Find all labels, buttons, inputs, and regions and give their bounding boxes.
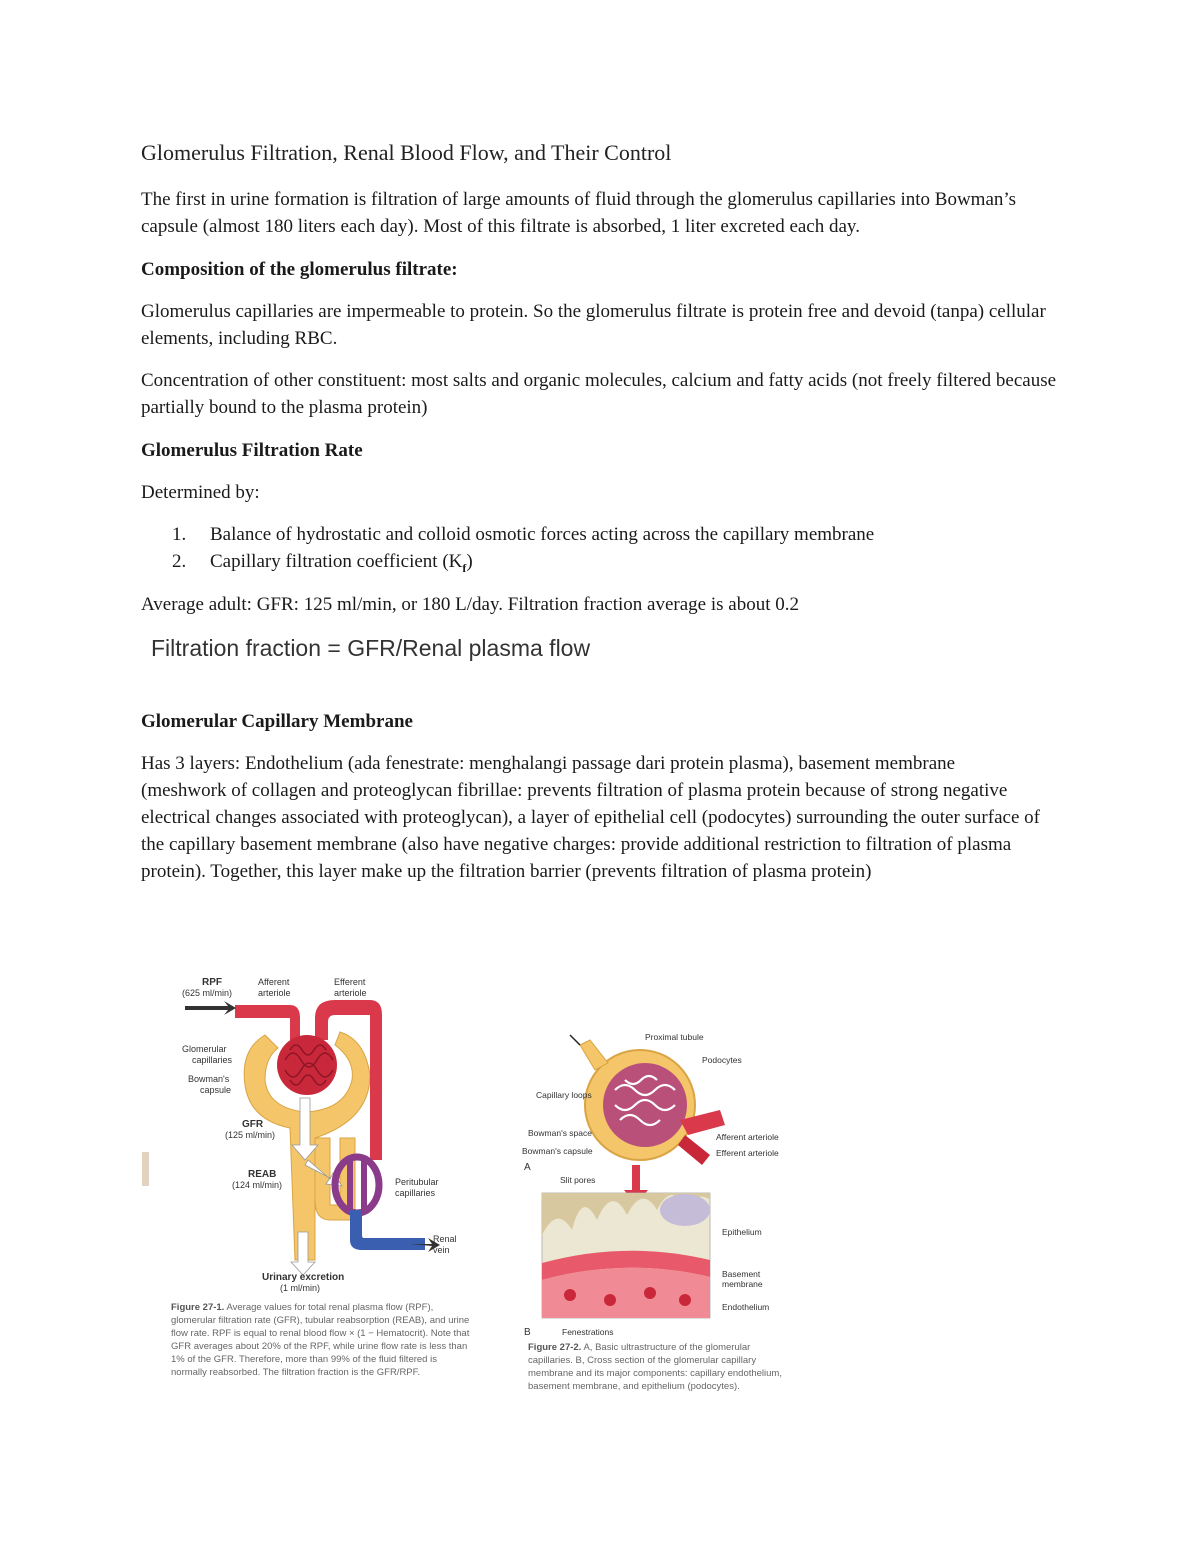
- proximal-arrow: [570, 1035, 580, 1045]
- label-renal-1: Renal: [433, 1234, 457, 1244]
- label-efferent-2: arteriole: [334, 988, 367, 998]
- list-text-tail: ): [466, 551, 473, 572]
- label-gfr: GFR: [242, 1119, 264, 1130]
- label-rpf-value: (625 ml/min): [182, 988, 233, 998]
- label-basement-2: membrane: [722, 1279, 763, 1289]
- label-endothelium: Endothelium: [722, 1302, 770, 1312]
- intro-paragraph: [141, 186, 1061, 240]
- label-urinary: Urinary excretion: [262, 1272, 345, 1283]
- composition-paragraph-1: Glomerulus capillaries are impermeable to protein. So the glomerulus filtrate is protein free and devoid (tanpa) cellular elements, including RBC.: [141, 301, 1046, 349]
- figure-glomerular-ultrastructure: [520, 1025, 795, 1340]
- label-reab-value: (124 ml/min): [232, 1180, 283, 1190]
- decorative-bar: [142, 1152, 149, 1186]
- peritubular-loops: [350, 1160, 364, 1210]
- rbc-3: [644, 1287, 656, 1299]
- label-peritubular-1: Peritubular: [395, 1177, 439, 1187]
- filtration-fraction-formula: Filtration fraction = GFR/Renal plasma flow: [151, 635, 591, 661]
- figure2-caption-text: A, Basic ultrastructure of the glomerular capillaries. B, Cross section of the glomerular capillary membrane and its major components: capillary endothelium, basement membrane, and epithelium (podocytes).: [528, 1342, 782, 1392]
- label-a: A: [524, 1162, 531, 1173]
- figure1-caption-text: Average values for total renal plasma flow (RPF), glomerular filtration rate (GFR), tubular reabsorption (REAB), and urine flow rate. RPF is equal to renal blood flow × (1 − Hematocrit). Note that GFR averages about 20% of the RPF, while urine flow rate is less than 1% of the GFR. Therefore, more than 99% of the fluid filtered is normally reabsorbed. The filtration fraction is the GFR/RPF.: [171, 1302, 470, 1378]
- intro-text: The first in urine formation is filtration of large amounts of fluid through the glomerulus capillaries into Bowman’s capsule (almost 180 liters each day). Most of this filtrate is absorbed, 1 liter excreted each day.: [141, 189, 1017, 237]
- label-peritubular-2: capillaries: [395, 1188, 436, 1198]
- list-subscript: f: [462, 560, 467, 575]
- list-number: 1.: [172, 524, 187, 545]
- label-glomerular-1: Glomerular: [182, 1044, 227, 1054]
- rbc-4: [679, 1294, 691, 1306]
- proximal-tubule-shape: [580, 1040, 608, 1070]
- figure1-caption: [171, 1301, 471, 1379]
- label-fenestrations: Fenestrations: [562, 1327, 614, 1337]
- efferent-arteriole-shape-2: [678, 1135, 710, 1165]
- figure2-caption-label: Figure 27-2.: [528, 1342, 582, 1353]
- label-urinary-value: (1 ml/min): [280, 1283, 320, 1293]
- label-b: B: [524, 1327, 531, 1338]
- composition-heading: Composition of the glomerulus filtrate:: [141, 259, 458, 280]
- gfr-list-item-1: [172, 521, 874, 548]
- label-afferent-1: Afferent: [258, 977, 290, 987]
- label-bowman-space: Bowman's space: [528, 1128, 592, 1138]
- label-renal-2: vein: [433, 1245, 450, 1255]
- list-number: 2.: [172, 551, 187, 572]
- afferent-arteriole-shape: [235, 1005, 300, 1040]
- membrane-paragraph: Has 3 layers: Endothelium (ada fenestrate: menghalangi passage dari protein plasma), basement membrane (meshwork of collagen and proteoglycan fibrillae: prevents filtration of plasma protein because of strong negative electrical changes associated with proteoglycan), a layer of epithelial cell (podocytes) surrounding the outer surface of the capillary basement membrane (also have negative charges: provide additional restriction to filtration of plasma protein). Together, this layer make up the filtration barrier (prevents filtration of plasma protein): [141, 753, 1040, 882]
- figure2-caption: [528, 1341, 790, 1393]
- gfr-heading: Glomerulus Filtration Rate: [141, 440, 363, 461]
- list-text: Balance of hydrostatic and colloid osmotic forces acting across the capillary membrane: [210, 524, 875, 545]
- label-afferent-2: arteriole: [258, 988, 291, 998]
- gfr-list-item-2: [172, 548, 473, 582]
- label-reab: REAB: [248, 1169, 277, 1180]
- list-text: Capillary filtration coefficient (K: [210, 551, 463, 572]
- label-basement-1: Basement: [722, 1269, 761, 1279]
- gfr-average: Average adult: GFR: 125 ml/min, or 180 L/day. Filtration fraction average is about 0.2: [141, 594, 799, 615]
- label-efferent: Efferent arteriole: [716, 1148, 779, 1158]
- page-title: Glomerulus Filtration, Renal Blood Flow, and Their Control: [141, 140, 672, 165]
- label-proximal: Proximal tubule: [645, 1032, 704, 1042]
- rpf-arrow: [185, 1001, 236, 1015]
- composition-paragraph-2: Concentration of other constituent: most salts and organic molecules, calcium and fatty acids (not freely filtered because partially bound to the plasma protein): [141, 370, 1057, 418]
- label-afferent: Afferent arteriole: [716, 1132, 779, 1142]
- label-capillary-loops: Capillary loops: [536, 1090, 592, 1100]
- label-podocytes: Podocytes: [702, 1055, 742, 1065]
- rbc-1: [564, 1289, 576, 1301]
- label-rpf: RPF: [202, 977, 222, 988]
- gfr-determined: Determined by:: [141, 482, 260, 503]
- label-glomerular-2: capillaries: [192, 1055, 233, 1065]
- glomerulus-shape: [277, 1035, 337, 1095]
- figure1-caption-label: Figure 27-1.: [171, 1302, 225, 1313]
- label-bowman-2: capsule: [200, 1085, 232, 1095]
- rbc-2: [604, 1294, 616, 1306]
- label-bowman-capsule: Bowman's capsule: [522, 1146, 593, 1156]
- label-efferent-1: Efferent: [334, 977, 366, 987]
- membrane-heading: Glomerular Capillary Membrane: [141, 711, 413, 732]
- label-gfr-value: (125 ml/min): [225, 1130, 276, 1140]
- label-bowman-1: Bowman's: [188, 1074, 230, 1084]
- figure-renal-flow-diagram: [170, 970, 490, 1300]
- podocyte-body: [660, 1194, 710, 1226]
- label-slit: Slit pores: [560, 1175, 596, 1185]
- label-epithelium: Epithelium: [722, 1227, 762, 1237]
